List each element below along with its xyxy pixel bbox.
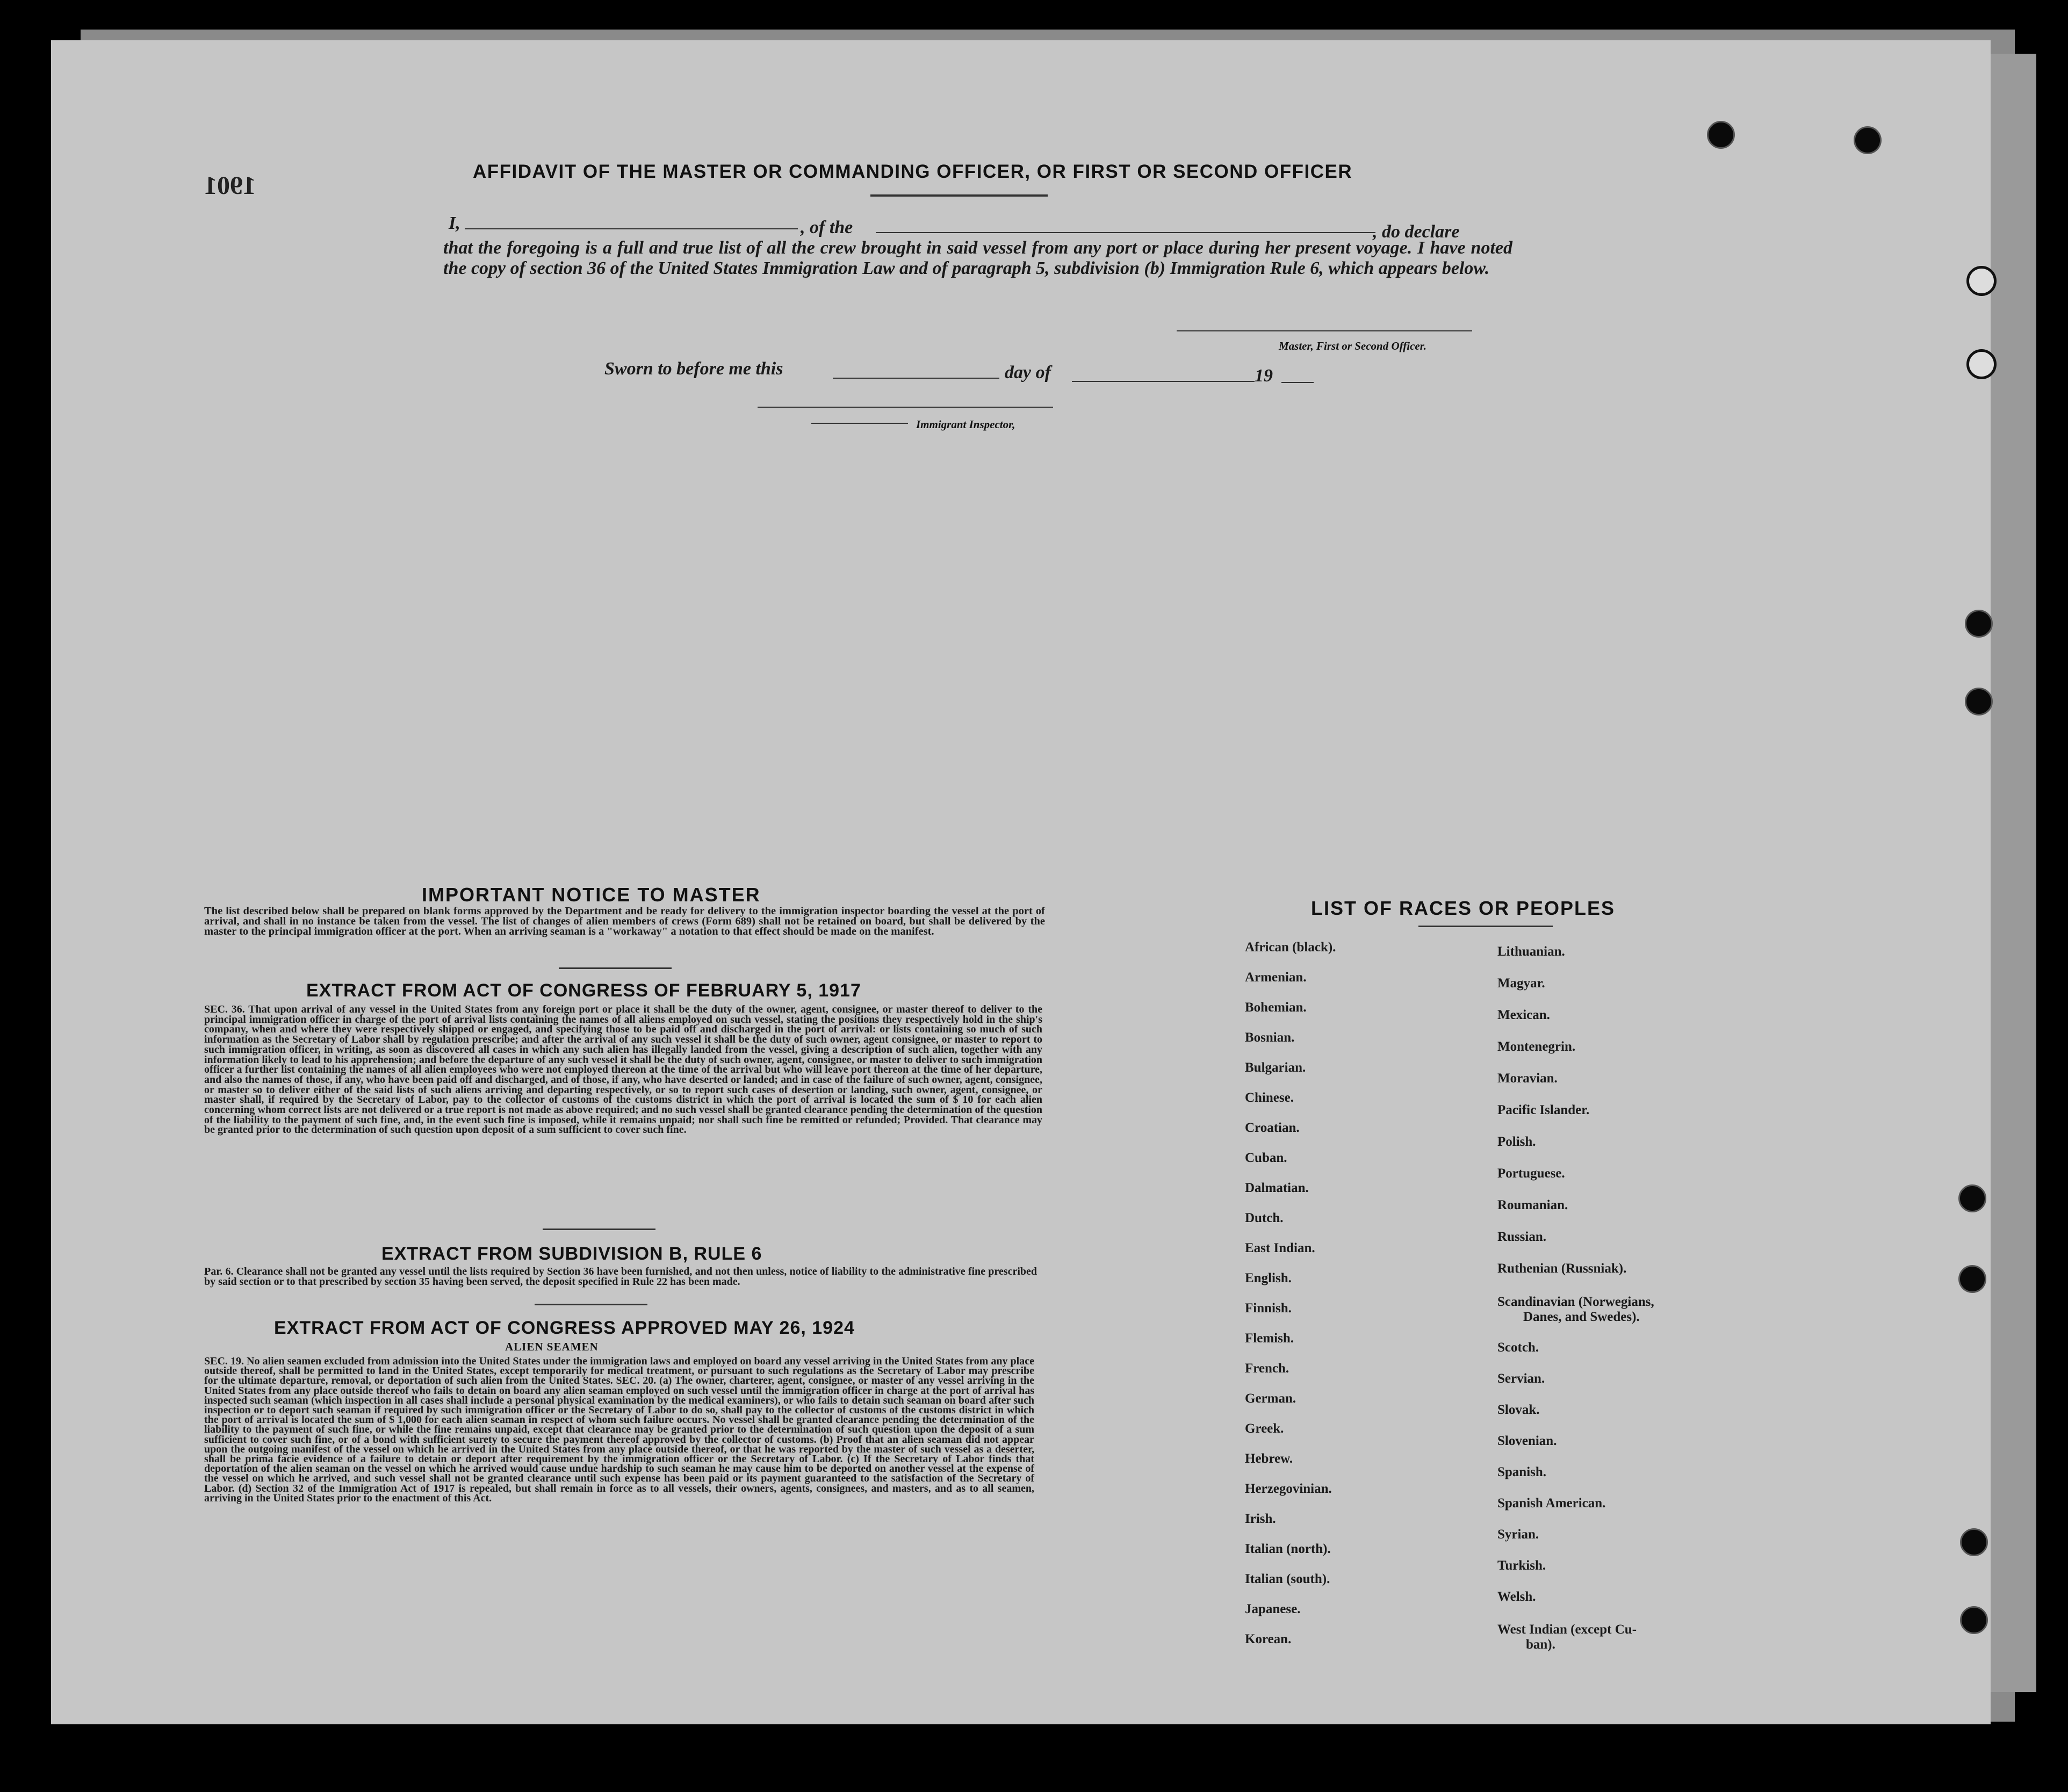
- race-left-item: Italian (south).: [1245, 1572, 1330, 1586]
- binder-hole-icon: [1707, 121, 1735, 149]
- inspector-signature-line[interactable]: [758, 407, 1053, 408]
- race-right-item: West Indian (except Cu-: [1497, 1622, 1637, 1637]
- race-left-item: Finnish.: [1245, 1301, 1292, 1316]
- extract-rule6-body: Par. 6. Clearance shall not be granted any vessel until the lists required by Section 36 have been furnished, and not then unless, notice of liability to the administrative fine prescribed by said section or to that prescribed by section 35 having been served, the deposit specified in Rule 22 has been made.: [204, 1266, 1037, 1288]
- extract-1917-body: SEC. 36. That upon arrival of any vessel in the United States from any foreign port or place it shall be the duty of the owner, agent, consignee, or master thereof to deliver to the principal immigration officer in charge of the port of arrival lists containing the names of all aliens employed on such vessel, stating the positions they respectively hold in the ship's company, when and where they were respectively shipped or engaged, and specifying those to be paid off and discharged in the port of arrival: or lists containing so much of such information as the Secretary of Labor shall by regulation prescribe; and after the arrival of any such vessel it shall be the duty of such owner, agent consignee, or master to report to such immigration officer, in writing, as soon as discovered all cases in which any such alien has illegally landed from the vessel, giving a description of such alien, together with any information likely to lead to his apprehension; and before the departure of any such vessel it shall be the duty of such owner, agent, consignee, or master to deliver to such immigration officer a further list containing the names of all alien employees who were not employed thereon at the time of the arrival but who will leave port thereon at the time of her departure, and also the names of those, if any, who have been paid off and discharged, and of those, if any, who have deserted or landed; and in case of the failure of such owner, agent, consignee, or master so to deliver either of the said lists of such aliens arriving and departing respectively, or so to report such cases of desertion or landing, such owner, agent, consignee, or master shall, if required by the Secretary of Labor, pay to the collector of customs of the customs district in which the port of arrival is located the sum of $ 10 for each alien concerning whom correct lists are not delivered or a true report is not made as above required; and no such vessel shall be granted clearance pending the determination of the question of the liability to the payment of such fine, and, in the event such fine is imposed, while it remains unpaid; nor shall such fine be remitted or refunded; Provided. That clearance may be granted prior to the determination of such question upon deposit of a sum sufficient to cover such fine.: [204, 1003, 1042, 1136]
- race-left-item: Greek.: [1245, 1421, 1284, 1436]
- race-left-item: African (black).: [1245, 940, 1336, 955]
- sworn-day-of: day of: [1005, 363, 1051, 382]
- race-right-item: Slovak.: [1497, 1403, 1540, 1417]
- extract-1924-title: EXTRACT FROM ACT OF CONGRESS APPROVED MAY 26, 1924: [274, 1318, 855, 1338]
- races-title-rule: [1418, 926, 1553, 927]
- race-right-item: Russian.: [1497, 1230, 1547, 1244]
- extract-rule6-rule: [535, 1304, 647, 1305]
- race-left-item: Dalmatian.: [1245, 1181, 1309, 1195]
- signature-line[interactable]: [1177, 330, 1472, 331]
- race-left-item: East Indian.: [1245, 1241, 1315, 1255]
- race-left-item: German.: [1245, 1391, 1296, 1406]
- race-right-item: Mexican.: [1497, 1008, 1550, 1022]
- race-left-item: French.: [1245, 1361, 1289, 1376]
- margin-mark: 1901: [204, 171, 256, 200]
- race-left-item: Cuban.: [1245, 1151, 1287, 1165]
- race-right-item: Magyar.: [1497, 976, 1545, 991]
- affidavit-line1-i: I,: [449, 213, 460, 233]
- race-right-item: Ruthenian (Russniak).: [1497, 1261, 1627, 1276]
- notice-title: IMPORTANT NOTICE TO MASTER: [422, 884, 761, 906]
- race-right-item: Spanish American.: [1497, 1496, 1606, 1511]
- race-right-item: Scotch.: [1497, 1340, 1539, 1355]
- race-right-item: Turkish.: [1497, 1558, 1546, 1573]
- race-left-item: Dutch.: [1245, 1211, 1284, 1225]
- binder-hole-icon: [1960, 1606, 1988, 1634]
- race-left-item: Italian (north).: [1245, 1542, 1331, 1556]
- sworn-text: Sworn to before me this: [604, 359, 783, 379]
- race-right-item: Roumanian.: [1497, 1198, 1568, 1212]
- document-page: [51, 40, 1991, 1724]
- binder-hole-icon: [1958, 1184, 1986, 1212]
- race-left-item: Bosnian.: [1245, 1030, 1295, 1045]
- binder-hole-icon: [1965, 688, 1993, 716]
- race-left-item: Flemish.: [1245, 1331, 1294, 1346]
- binder-hole-icon: [1966, 349, 1997, 379]
- race-right-item: Pacific Islander.: [1497, 1103, 1590, 1117]
- race-left-item: English.: [1245, 1271, 1292, 1285]
- binder-hole-icon: [1960, 1528, 1988, 1556]
- race-right-item: Portuguese.: [1497, 1166, 1565, 1181]
- notice-rule: [559, 967, 672, 969]
- extract-rule6-title: EXTRACT FROM SUBDIVISION B, RULE 6: [381, 1244, 762, 1264]
- sworn-year-field[interactable]: [1281, 382, 1314, 383]
- race-right-item: Scandinavian (Norwegians,: [1497, 1295, 1654, 1309]
- affidavit-title: AFFIDAVIT OF THE MASTER OR COMMANDING OFFICER, OR FIRST OR SECOND OFFICER: [473, 161, 1353, 182]
- race-right-item: ban).: [1526, 1637, 1555, 1652]
- affidavit-title-rule: [870, 194, 1048, 197]
- race-right-item: Spanish.: [1497, 1465, 1547, 1479]
- race-right-item: Danes, and Swedes).: [1523, 1310, 1640, 1324]
- race-left-item: Bohemian.: [1245, 1000, 1307, 1015]
- inspector-caption-lead: [811, 423, 908, 424]
- sworn-year-prefix: 19: [1255, 366, 1273, 386]
- race-left-item: Croatian.: [1245, 1121, 1300, 1135]
- race-right-item: Servian.: [1497, 1371, 1545, 1386]
- race-right-item: Moravian.: [1497, 1071, 1558, 1086]
- inspector-caption: Immigrant Inspector,: [916, 418, 1015, 431]
- race-right-item: Syrian.: [1497, 1527, 1539, 1542]
- race-left-item: Hebrew.: [1245, 1451, 1293, 1466]
- race-right-item: Polish.: [1497, 1135, 1536, 1149]
- binder-hole-icon: [1966, 266, 1997, 296]
- vessel-field[interactable]: [876, 232, 1375, 233]
- extract-1917-rule: [543, 1229, 655, 1230]
- race-right-item: Welsh.: [1497, 1589, 1536, 1604]
- sworn-month-field[interactable]: [1072, 381, 1255, 382]
- extract-1917-title: EXTRACT FROM ACT OF CONGRESS OF FEBRUARY 5, 1917: [306, 980, 861, 1001]
- signature-caption: Master, First or Second Officer.: [1279, 339, 1426, 352]
- race-left-item: Japanese.: [1245, 1602, 1301, 1616]
- race-right-item: Montenegrin.: [1497, 1039, 1576, 1054]
- races-title: LIST OF RACES OR PEOPLES: [1311, 897, 1616, 919]
- affidavit-line1-of-the: , of the: [801, 218, 853, 237]
- race-left-item: Bulgarian.: [1245, 1060, 1306, 1075]
- affidavit-line1-declare: , do declare: [1373, 222, 1460, 242]
- binder-hole-icon: [1965, 610, 1993, 638]
- race-right-item: Lithuanian.: [1497, 944, 1565, 959]
- notice-body: The list described below shall be prepared on blank forms approved by the Department and be ready for delivery to the immigration inspector boarding the vessel at the port of arrival, and shall in no instance be taken from the vessel. The list of changes of alien members of crews (Form 689) shall not be retained on board, but shall be delivered by the master to the principal immigration officer at the port. When an arriving seaman is a "workaway" a notation to that effect should be made on the manifest.: [204, 905, 1045, 937]
- race-left-item: Herzegovinian.: [1245, 1482, 1332, 1496]
- binder-hole-icon: [1854, 126, 1882, 154]
- sworn-day-field[interactable]: [833, 378, 999, 379]
- race-left-item: Irish.: [1245, 1512, 1276, 1526]
- race-left-item: Korean.: [1245, 1632, 1292, 1646]
- race-right-item: Slovenian.: [1497, 1434, 1557, 1448]
- extract-1924-subtitle: ALIEN SEAMEN: [505, 1340, 599, 1353]
- race-left-item: Chinese.: [1245, 1090, 1294, 1105]
- name-field[interactable]: [465, 228, 798, 229]
- affidavit-body: that the foregoing is a full and true list of all the crew brought in said vessel from any port or place during her present voyage. I have noted the copy of section 36 of the United States Immigration Law and of paragraph 5, subdivision (b) Immigration Rule 6, which appears below.: [443, 238, 1512, 278]
- binder-hole-icon: [1958, 1265, 1986, 1293]
- race-left-item: Armenian.: [1245, 970, 1307, 985]
- extract-1924-body: SEC. 19. No alien seamen excluded from admission into the United States under the immigration laws and employed on board any vessel arriving in the United States from any place outside thereof, shall be permitted to land in the United States, except temporarily for medical treatment, or pursuant to such regulations as the Secretary of Labor may prescribe for the ultimate departure, removal, or deportation of such alien from the United States. SEC. 20. (a) The owner, charterer, agent, consignee, or master of any vessel arriving in the United States from any place outside thereof who fails to detain on board any alien seaman employed on such vessel until the immigration officer in charge at the port of arrival has inspected such seaman (which inspection in all cases shall include a personal physical examination by the medical examiners), or who fails to detain such seaman on board after such inspection or to deport such seaman if required by such immigration officer or the Secretary of Labor to do so, shall pay to the collector of customs of the customs district in which the port of arrival is located the sum of $ 1,000 for each alien seaman in respect of whom such failure occurs. No vessel shall be granted clearance pending the determination of the liability to the payment of such fine, or while the fine remains unpaid, except that clearance may be granted prior to the determination of such question upon the deposit of a sum sufficient to cover such fine, or of a bond with sufficient surety to secure the payment thereof approved by the collector of customs. (b) Proof that an alien seaman did not appear upon the outgoing manifest of the vessel on which he arrived in the United States from any place outside thereof, or that he was reported by the master of such vessel as a deserter, shall be prima facie evidence of a failure to detain or deport after requirement by the immigration officer or the Secretary of Labor. (c) If the Secretary of Labor finds that deportation of the alien seaman on the vessel on which he arrived would cause undue hardship to such seaman he may cause him to be deported on another vessel at the expense of the vessel on which he arrived, and such vessel shall not be granted clearance until such expense has been paid or its payment guaranteed to the satisfaction of the Secretary of Labor. (d) Section 32 of the Immigration Act of 1917 is repealed, but shall remain in force as to all vessels, their owners, agents, consignees, and masters, and as to all seamen, arriving in the United States prior to the enactment of this Act.: [204, 1355, 1034, 1504]
